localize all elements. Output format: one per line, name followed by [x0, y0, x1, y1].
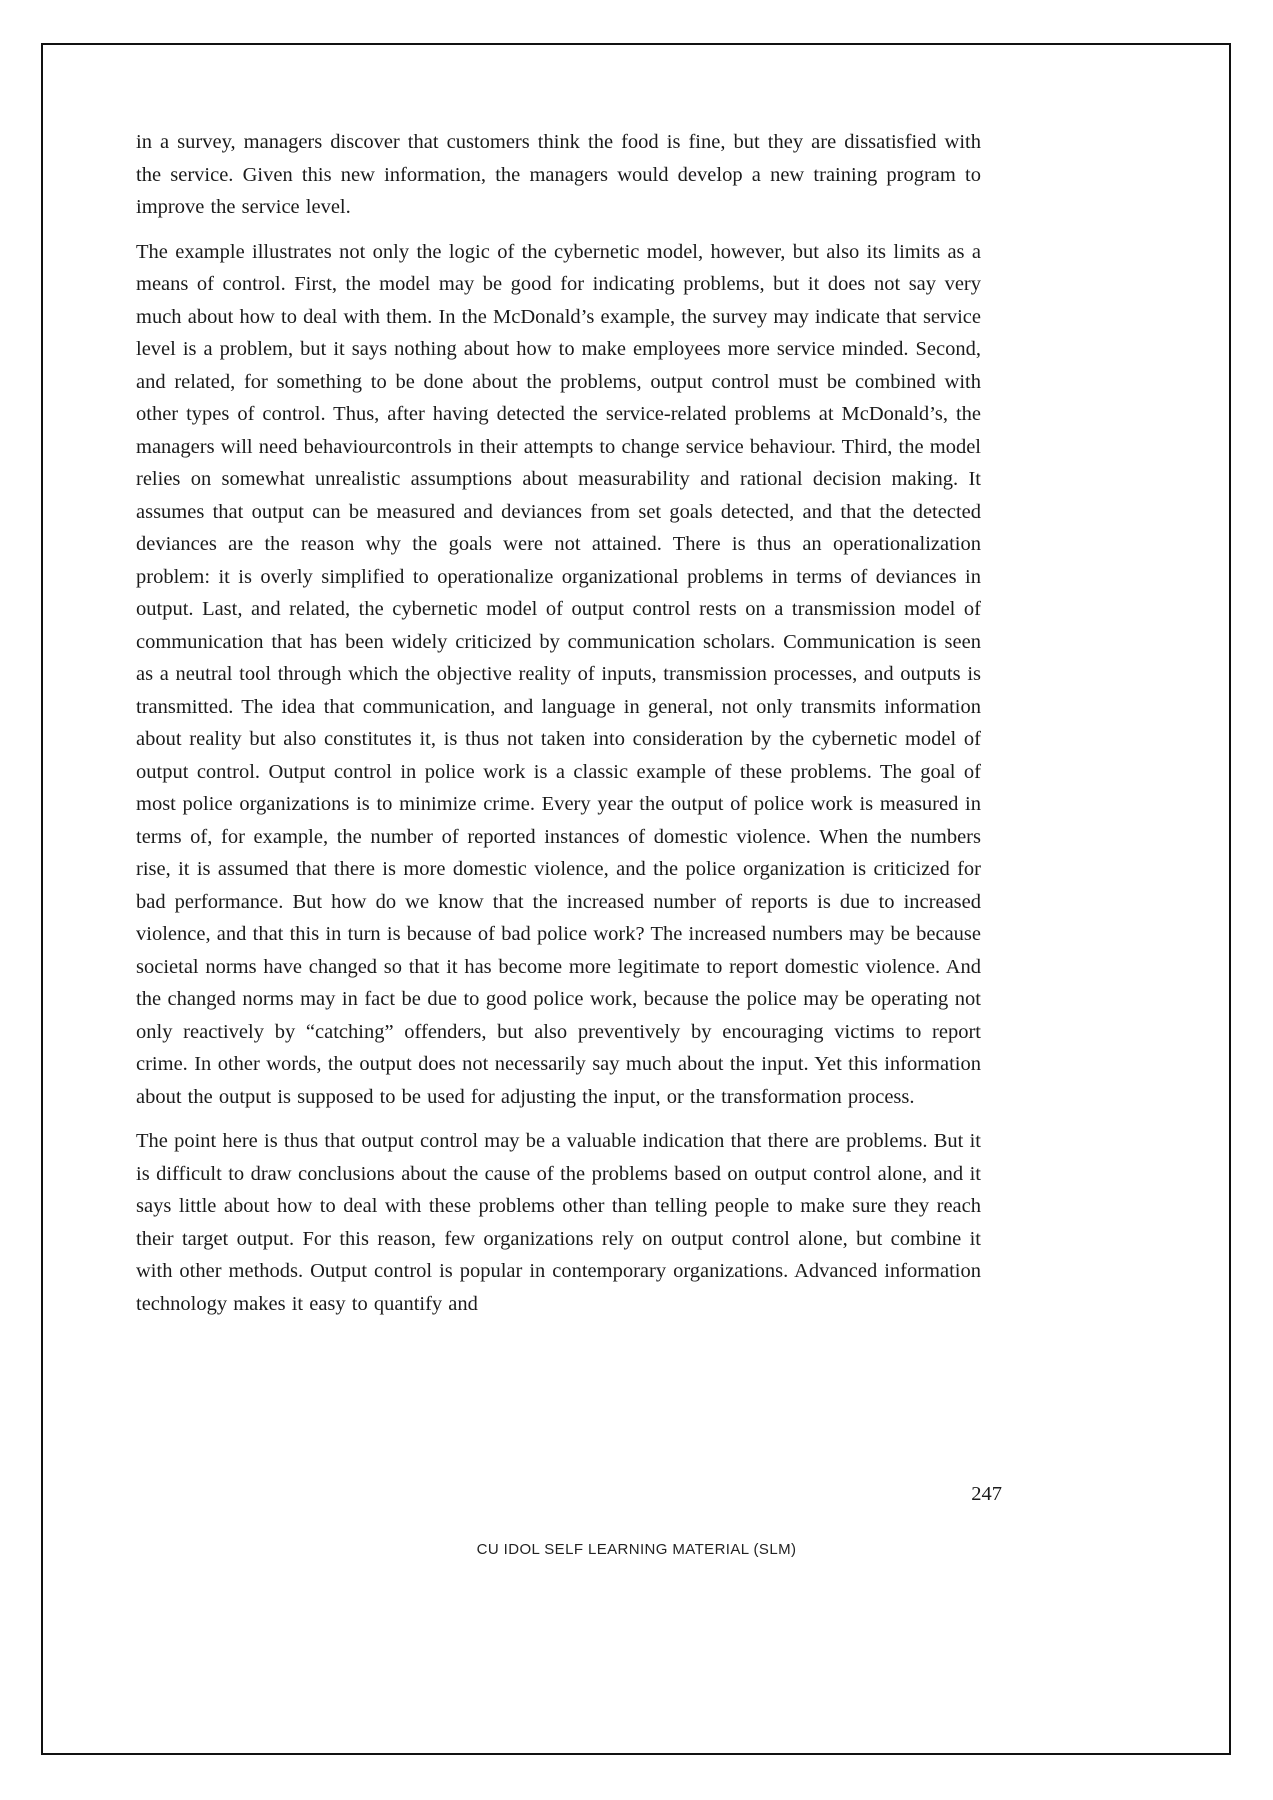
paragraph-2: The example illustrates not only the logic of the cybernetic model, however, but also its limits as a means of control. First, the model may be good for indicating problems, but it does not say very much about how to deal with them. In the McDonald’s example, the survey may indicate that service level is a problem, but it says nothing about how to make employees more service minded. Second, and related, for something to be done about the problems, output control must be combined with other types of control. Thus, after having detected the service-related problems at McDonald’s, the managers will need behaviourcontrols in their attempts to change service behaviour. Third, the model relies on somewhat unrealistic assumptions about measurability and rational decision making. It assumes that output can be measured and deviances from set goals detected, and that the detected deviances are the reason why the goals were not attained. There is thus an operationalization problem: it is overly simplified to operationalize organizational problems in terms of deviances in output. Last, and related, the cybernetic model of output control rests on a transmission model of communication that has been widely criticized by communication scholars. Communication is seen as a neutral tool through which the objective reality of inputs, transmission processes, and outputs is transmitted. The idea that communication, and language in general, not only transmits information about reality but also constitutes it, is thus not taken into consideration by the cybernetic model of output control. Output control in police work is a classic example of these problems. The goal of most police organizations is to minimize crime. Every year the output of police work is measured in terms of, for example, the number of reported instances of domestic violence. When the numbers rise, it is assumed that there is more domestic violence, and the police organization is criticized for bad performance. But how do we know that the increased number of reports is due to increased violence, and that this in turn is because of bad police work? The increased numbers may be because societal norms have changed so that it has become more legitimate to report domestic violence. And the changed norms may in fact be due to good police work, because the police may be operating not only reactively by “catching” offenders, but also preventively by encouraging victims to report crime. In other words, the output does not necessarily say much about the input. Yet this information about the output is supposed to be used for adjusting the input, or the transformation process. — [136, 240, 981, 1108]
paragraph-1: in a survey, managers discover that customers think the food is fine, but they are dissatisfied with the service. Given this new information, the managers would develop a new training program to improve the service level. — [136, 131, 981, 218]
footer-text: CU IDOL SELF LEARNING MATERIAL (SLM) — [476, 1541, 797, 1558]
page-content — [136, 126, 981, 1332]
page-number: 247 — [971, 1483, 1002, 1505]
paragraph-3: The point here is thus that output control may be a valuable indication that there are problems. But it is difficult to draw conclusions about the cause of the problems based on output control alone, and it says little about how to deal with these problems other than telling people to make sure they reach their target output. For this reason, few organizations rely on output control alone, but combine it with other methods. Output control is popular in contemporary organizations. Advanced information technology makes it easy to quantify and — [136, 1130, 981, 1315]
